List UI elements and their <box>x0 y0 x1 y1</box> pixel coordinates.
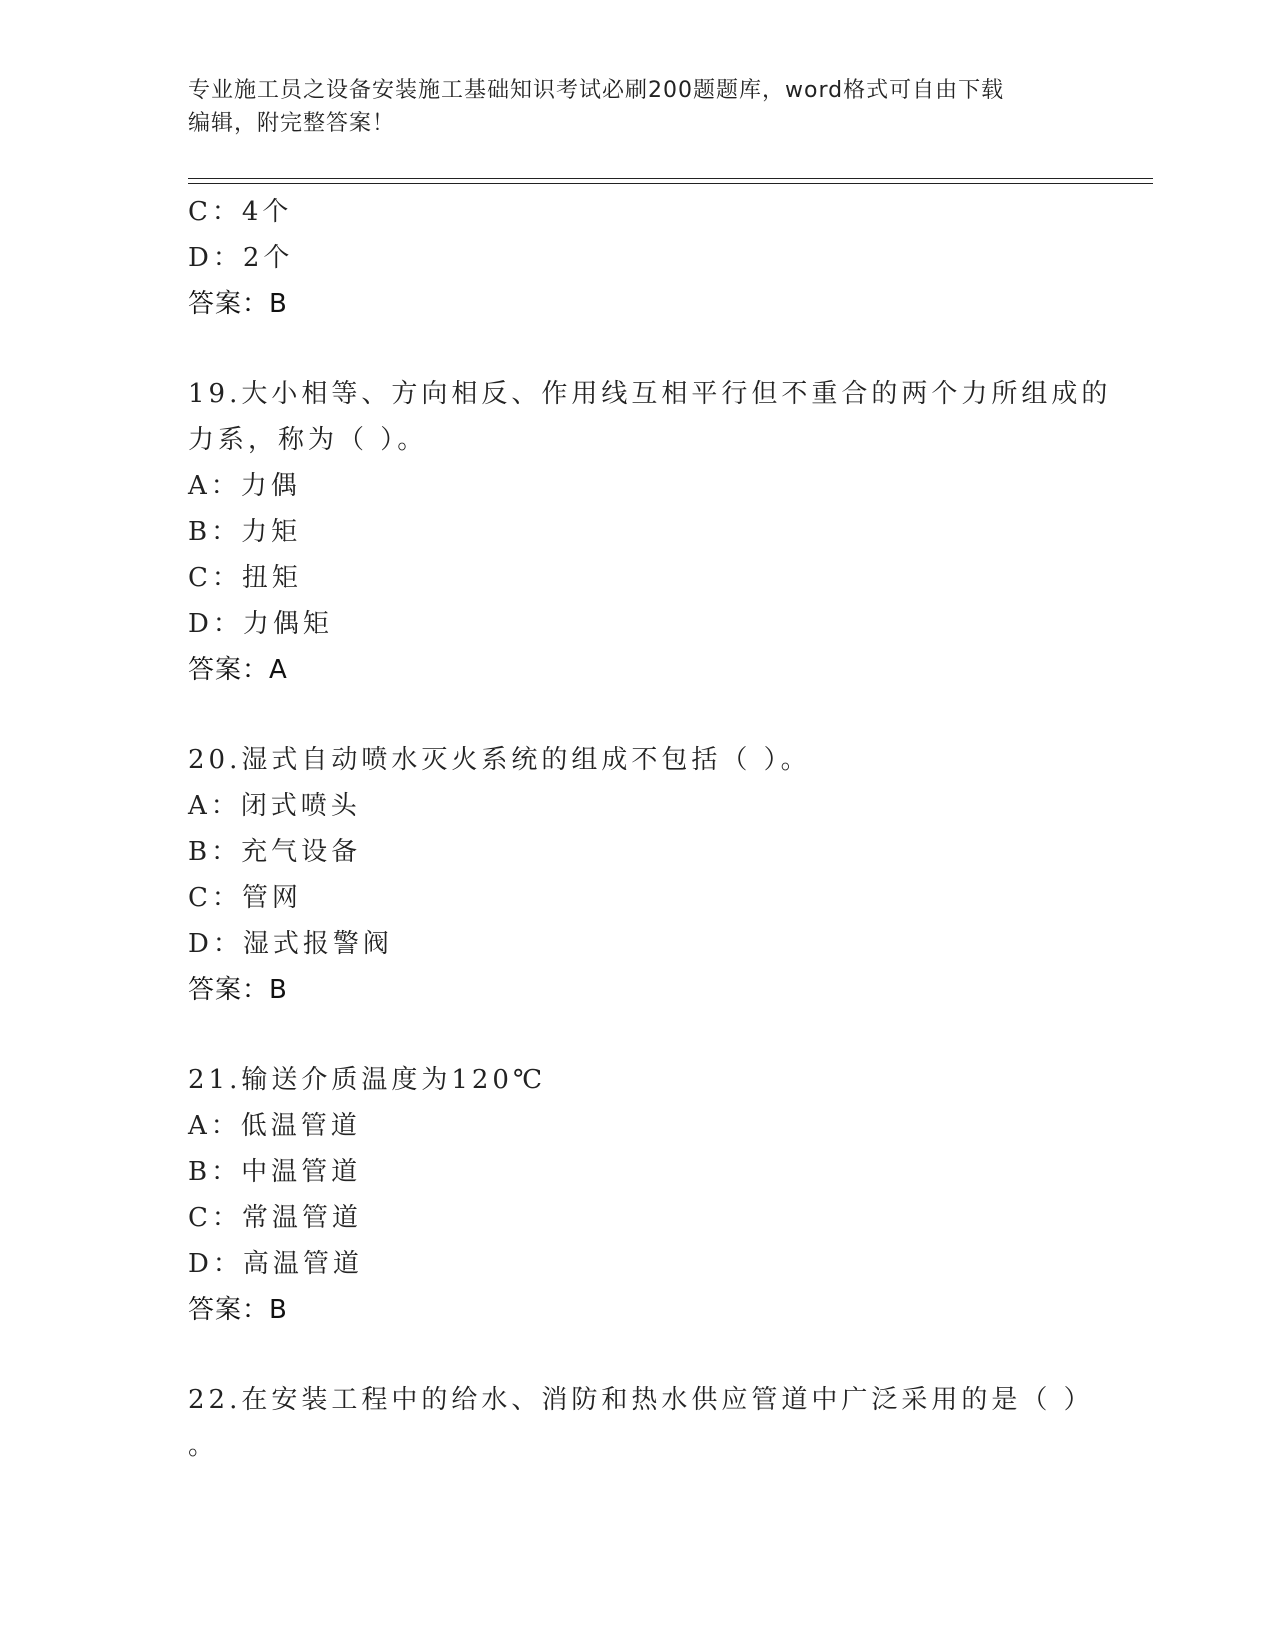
option-c: C：4个 <box>188 197 293 227</box>
option-a: A：力偶 <box>188 471 301 501</box>
option-c: C：管网 <box>188 883 302 913</box>
option-a: A：闭式喷头 <box>188 791 361 821</box>
option-d: D：力偶矩 <box>188 609 333 639</box>
answer-line: 答案：B <box>188 1295 288 1325</box>
question-fragment <box>188 189 1088 327</box>
header-rule-top <box>188 178 1153 179</box>
question-stem: 20.湿式自动喷水灭火系统的组成不包括（ ）。 <box>188 745 811 775</box>
header-rule-bottom <box>188 183 1153 184</box>
option-d: D：高温管道 <box>188 1249 363 1279</box>
question-stem: 19.大小相等、方向相反、作用线互相平行但不重合的两个力所组成的 <box>188 379 1112 409</box>
option-d: D：湿式报警阀 <box>188 929 393 959</box>
spacer <box>188 327 1088 371</box>
spacer <box>188 693 1088 737</box>
option-b: B：充气设备 <box>188 837 362 867</box>
spacer <box>188 1333 1088 1377</box>
question-stem: 22.在安装工程中的给水、消防和热水供应管道中广泛采用的是（ ） <box>188 1385 1094 1415</box>
answer-line: 答案：B <box>188 975 288 1005</box>
question-19 <box>188 371 1112 693</box>
question-list <box>188 189 1112 1469</box>
answer-line: 答案：B <box>188 289 288 319</box>
option-a: A：低温管道 <box>188 1111 361 1141</box>
question-stem: 21.输送介质温度为120℃ <box>188 1065 547 1095</box>
document-header <box>188 74 1078 140</box>
header-line-2: 编辑，附完整答案！ <box>188 111 396 136</box>
option-d: D：2个 <box>188 243 294 273</box>
option-c: C：常温管道 <box>188 1203 362 1233</box>
header-line-1: 专业施工员之设备安装施工基础知识考试必刷200题题库，word格式可自由下载 <box>188 78 1005 103</box>
question-20 <box>188 737 1088 1013</box>
option-b: B：中温管道 <box>188 1157 362 1187</box>
question-22 <box>188 1377 1094 1469</box>
option-b: B：力矩 <box>188 517 302 547</box>
question-stem-cont: 。 <box>188 1431 219 1461</box>
option-c: C：扭矩 <box>188 563 302 593</box>
question-stem-cont: 力系，称为（ ）。 <box>188 425 428 455</box>
answer-line: 答案：A <box>188 655 288 685</box>
spacer <box>188 1013 1088 1057</box>
question-21 <box>188 1057 1088 1333</box>
